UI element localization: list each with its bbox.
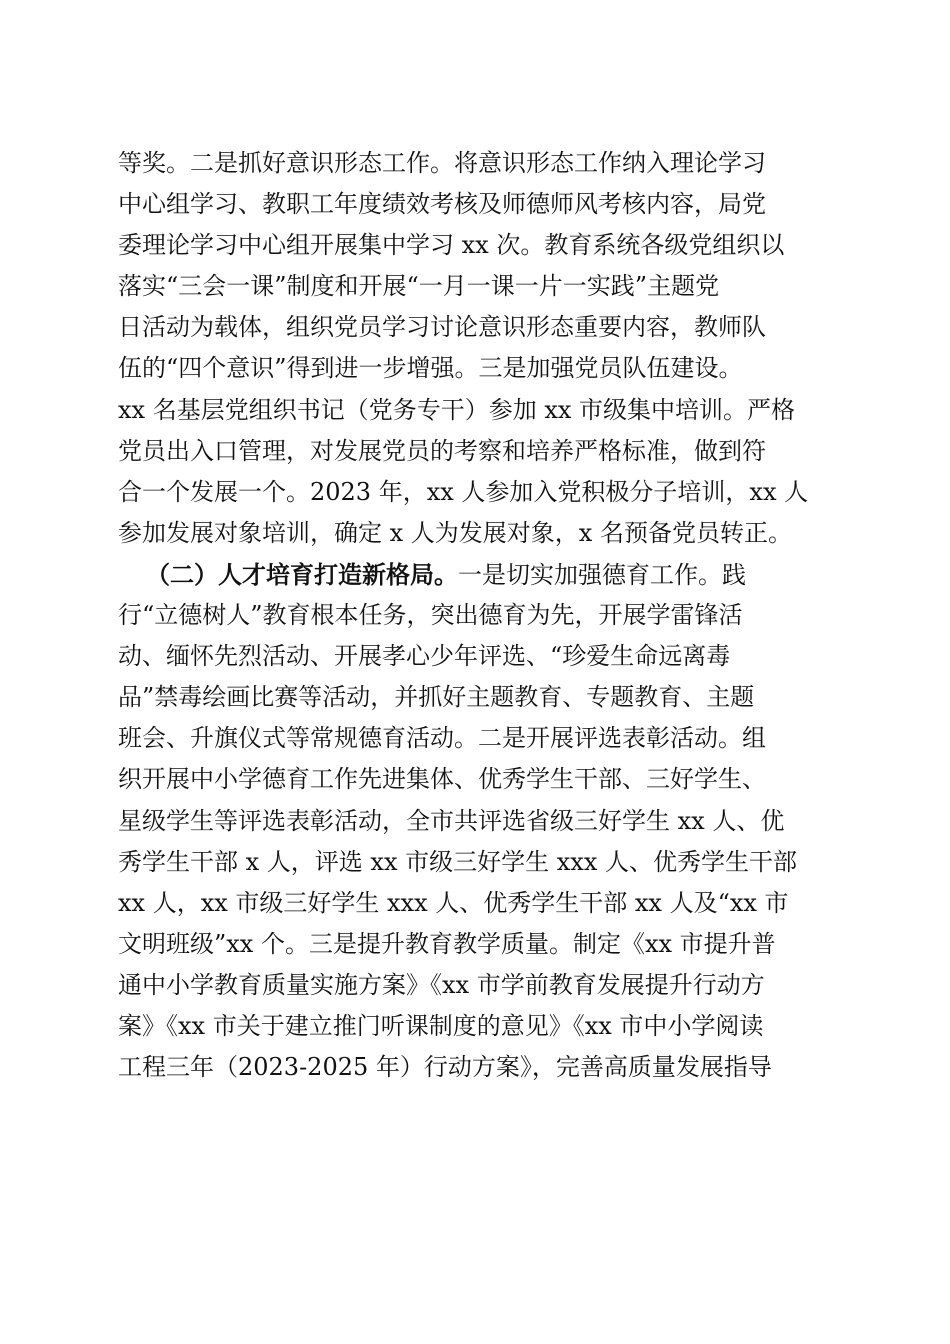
text-line: 中心组学习、教职工年度绩效考核及师德师风考核内容，局党	[118, 190, 766, 219]
text-line: xx 名基层党组织书记（党务专干）参加 xx 市级集中培训。严格	[118, 395, 796, 424]
text-line: 党员出入口管理，对发展党员的考察和培养严格标准，做到符	[118, 436, 766, 465]
text-line: 织开展中小学德育工作先进集体、优秀学生干部、三好学生、	[118, 765, 766, 794]
text-line: 动、缅怀先烈活动、开展孝心少年评选、“珍爱生命远离毒	[118, 642, 731, 671]
text-line: 工程三年（2023-2025 年）行动方案》，完善高质量发展指导	[118, 1053, 772, 1082]
section-first-line-text: 一是切实加强德育工作。践	[458, 560, 746, 589]
section-heading: （二）人才培育打造新格局。	[146, 559, 458, 589]
section-first-line	[118, 554, 838, 595]
text-line: 秀学生干部 x 人，评选 xx 市级三好学生 xxx 人、优秀学生干部	[118, 847, 797, 876]
text-line: 班会、升旗仪式等常规德育活动。二是开展评选表彰活动。组	[118, 724, 766, 753]
text-line: 文明班级”xx 个。三是提升教育教学质量。制定《xx 市提升普	[118, 929, 776, 958]
text-line: 案》《xx 市关于建立推门听课制度的意见》《xx 市中小学阅读	[118, 1011, 764, 1040]
text-line: 等奖。二是抓好意识形态工作。将意识形态工作纳入理论学习	[118, 149, 766, 177]
text-line: 参加发展对象培训，确定 x 人为发展对象，x 名预备党员转正。	[118, 518, 792, 547]
text-line: 品”禁毒绘画比赛等活动，并抓好主题教育、专题教育、主题	[118, 683, 755, 712]
text-line: 委理论学习中心组开展集中学习 xx 次。教育系统各级党组织以	[118, 231, 785, 260]
text-line: 星级学生等评选表彰活动，全市共评选省级三好学生 xx 人、优	[118, 806, 785, 835]
text-line: 行“立德树人”教育根本任务，突出德育为先，开展学雷锋活	[118, 601, 743, 630]
text-line: 伍的“四个意识”得到进一步增强。三是加强党员队伍建设。	[118, 354, 743, 383]
body-text	[118, 143, 838, 1088]
text-line: 落实“三会一课”制度和开展“一月一课一片一实践”主题党	[118, 272, 720, 301]
text-line: 合一个发展一个。2023 年，xx 人参加入党积极分子培训，xx 人	[118, 477, 809, 506]
text-line: 日活动为载体，组织党员学习讨论意识形态重要内容，教师队	[118, 313, 766, 342]
text-line: xx 人，xx 市级三好学生 xxx 人、优秀学生干部 xx 人及“xx 市	[118, 888, 789, 917]
text-line: 通中小学教育质量实施方案》《xx 市学前教育发展提升行动方	[118, 970, 765, 999]
